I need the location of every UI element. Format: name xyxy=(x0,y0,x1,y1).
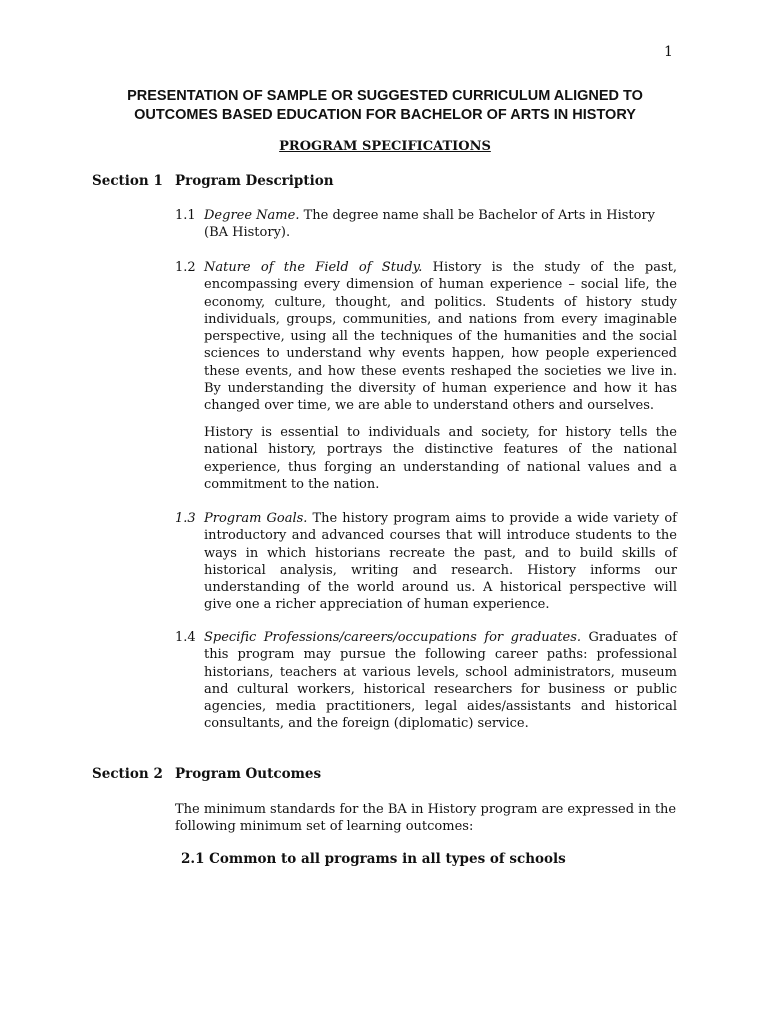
item-text: The degree name shall be Bachelor of Arts in History (BA History). xyxy=(204,208,656,241)
section-1-title: Program Description xyxy=(175,173,334,189)
item-lead: Nature of the Field of Study. xyxy=(204,260,423,275)
item-text: History is the study of the past, encompassing every dimension of human experience – social life, the economy, culture, thought, and politics. Students of history study individuals, groups, communities, and nations from every imaginable perspective, using all the techniques of the humanities and the social sciences to understand why events happen, how people experienced these events, and how these events reshaped the societies we live in. By understanding the diversity of human experience and how it has changed over time, we are able to understand others and ourselves. xyxy=(204,260,677,414)
item-1-1 xyxy=(175,207,677,242)
item-text: Graduates of this program may pursue the following career paths: professional historians, teachers at various levels, school administrators, museum and cultural workers, historical researchers for business or public agencies, media practitioners, legal aides/assistants and historical consultants, and the foreign (diplomatic) service. xyxy=(204,630,677,732)
item-lead: Degree Name. xyxy=(204,208,300,223)
item-number: 1.3 xyxy=(175,511,196,526)
item-number: 1.4 xyxy=(175,630,196,645)
item-1-3 xyxy=(175,510,677,614)
section-1-label: Section 1 xyxy=(92,173,163,189)
item-text: The history program aims to provide a wide variety of introductory and advanced courses that will introduce students to the ways in which historians recreate the past, and to build skills of historical analysis, writing and research. History informs our understanding of the world around us. A historical perspective will give one a richer appreciation of human experience. xyxy=(204,511,677,613)
item-1-4 xyxy=(175,629,677,733)
item-number: 1.2 xyxy=(175,260,196,275)
title-line-1: PRESENTATION OF SAMPLE OR SUGGESTED CURRICULUM ALIGNED TO xyxy=(127,88,643,104)
section-2-intro: The minimum standards for the BA in History program are expressed in the following minimum set of learning outcomes: xyxy=(175,802,677,835)
item-1-2-paragraph-2: History is essential to individuals and society, for history tells the national history, portrays the distinctive features of the national experience, thus forging an understanding of national values and a commitment to the nation. xyxy=(204,425,677,492)
title-line-2: OUTCOMES BASED EDUCATION FOR BACHELOR OF ARTS IN HISTORY xyxy=(134,107,636,123)
item-number: 1.1 xyxy=(175,208,196,223)
section-2-title: Program Outcomes xyxy=(175,766,322,782)
section-2-label: Section 2 xyxy=(92,766,163,782)
page-number: 1 xyxy=(664,44,673,60)
item-1-2 xyxy=(175,259,677,415)
document-title xyxy=(60,87,710,125)
section-2-1-heading: 2.1 Common to all programs in all types of schools xyxy=(181,851,566,867)
item-lead: Specific Professions/careers/occupations for graduates. xyxy=(204,630,582,645)
program-specifications-heading: PROGRAM SPECIFICATIONS xyxy=(279,139,491,154)
item-lead: Program Goals. xyxy=(204,511,308,526)
